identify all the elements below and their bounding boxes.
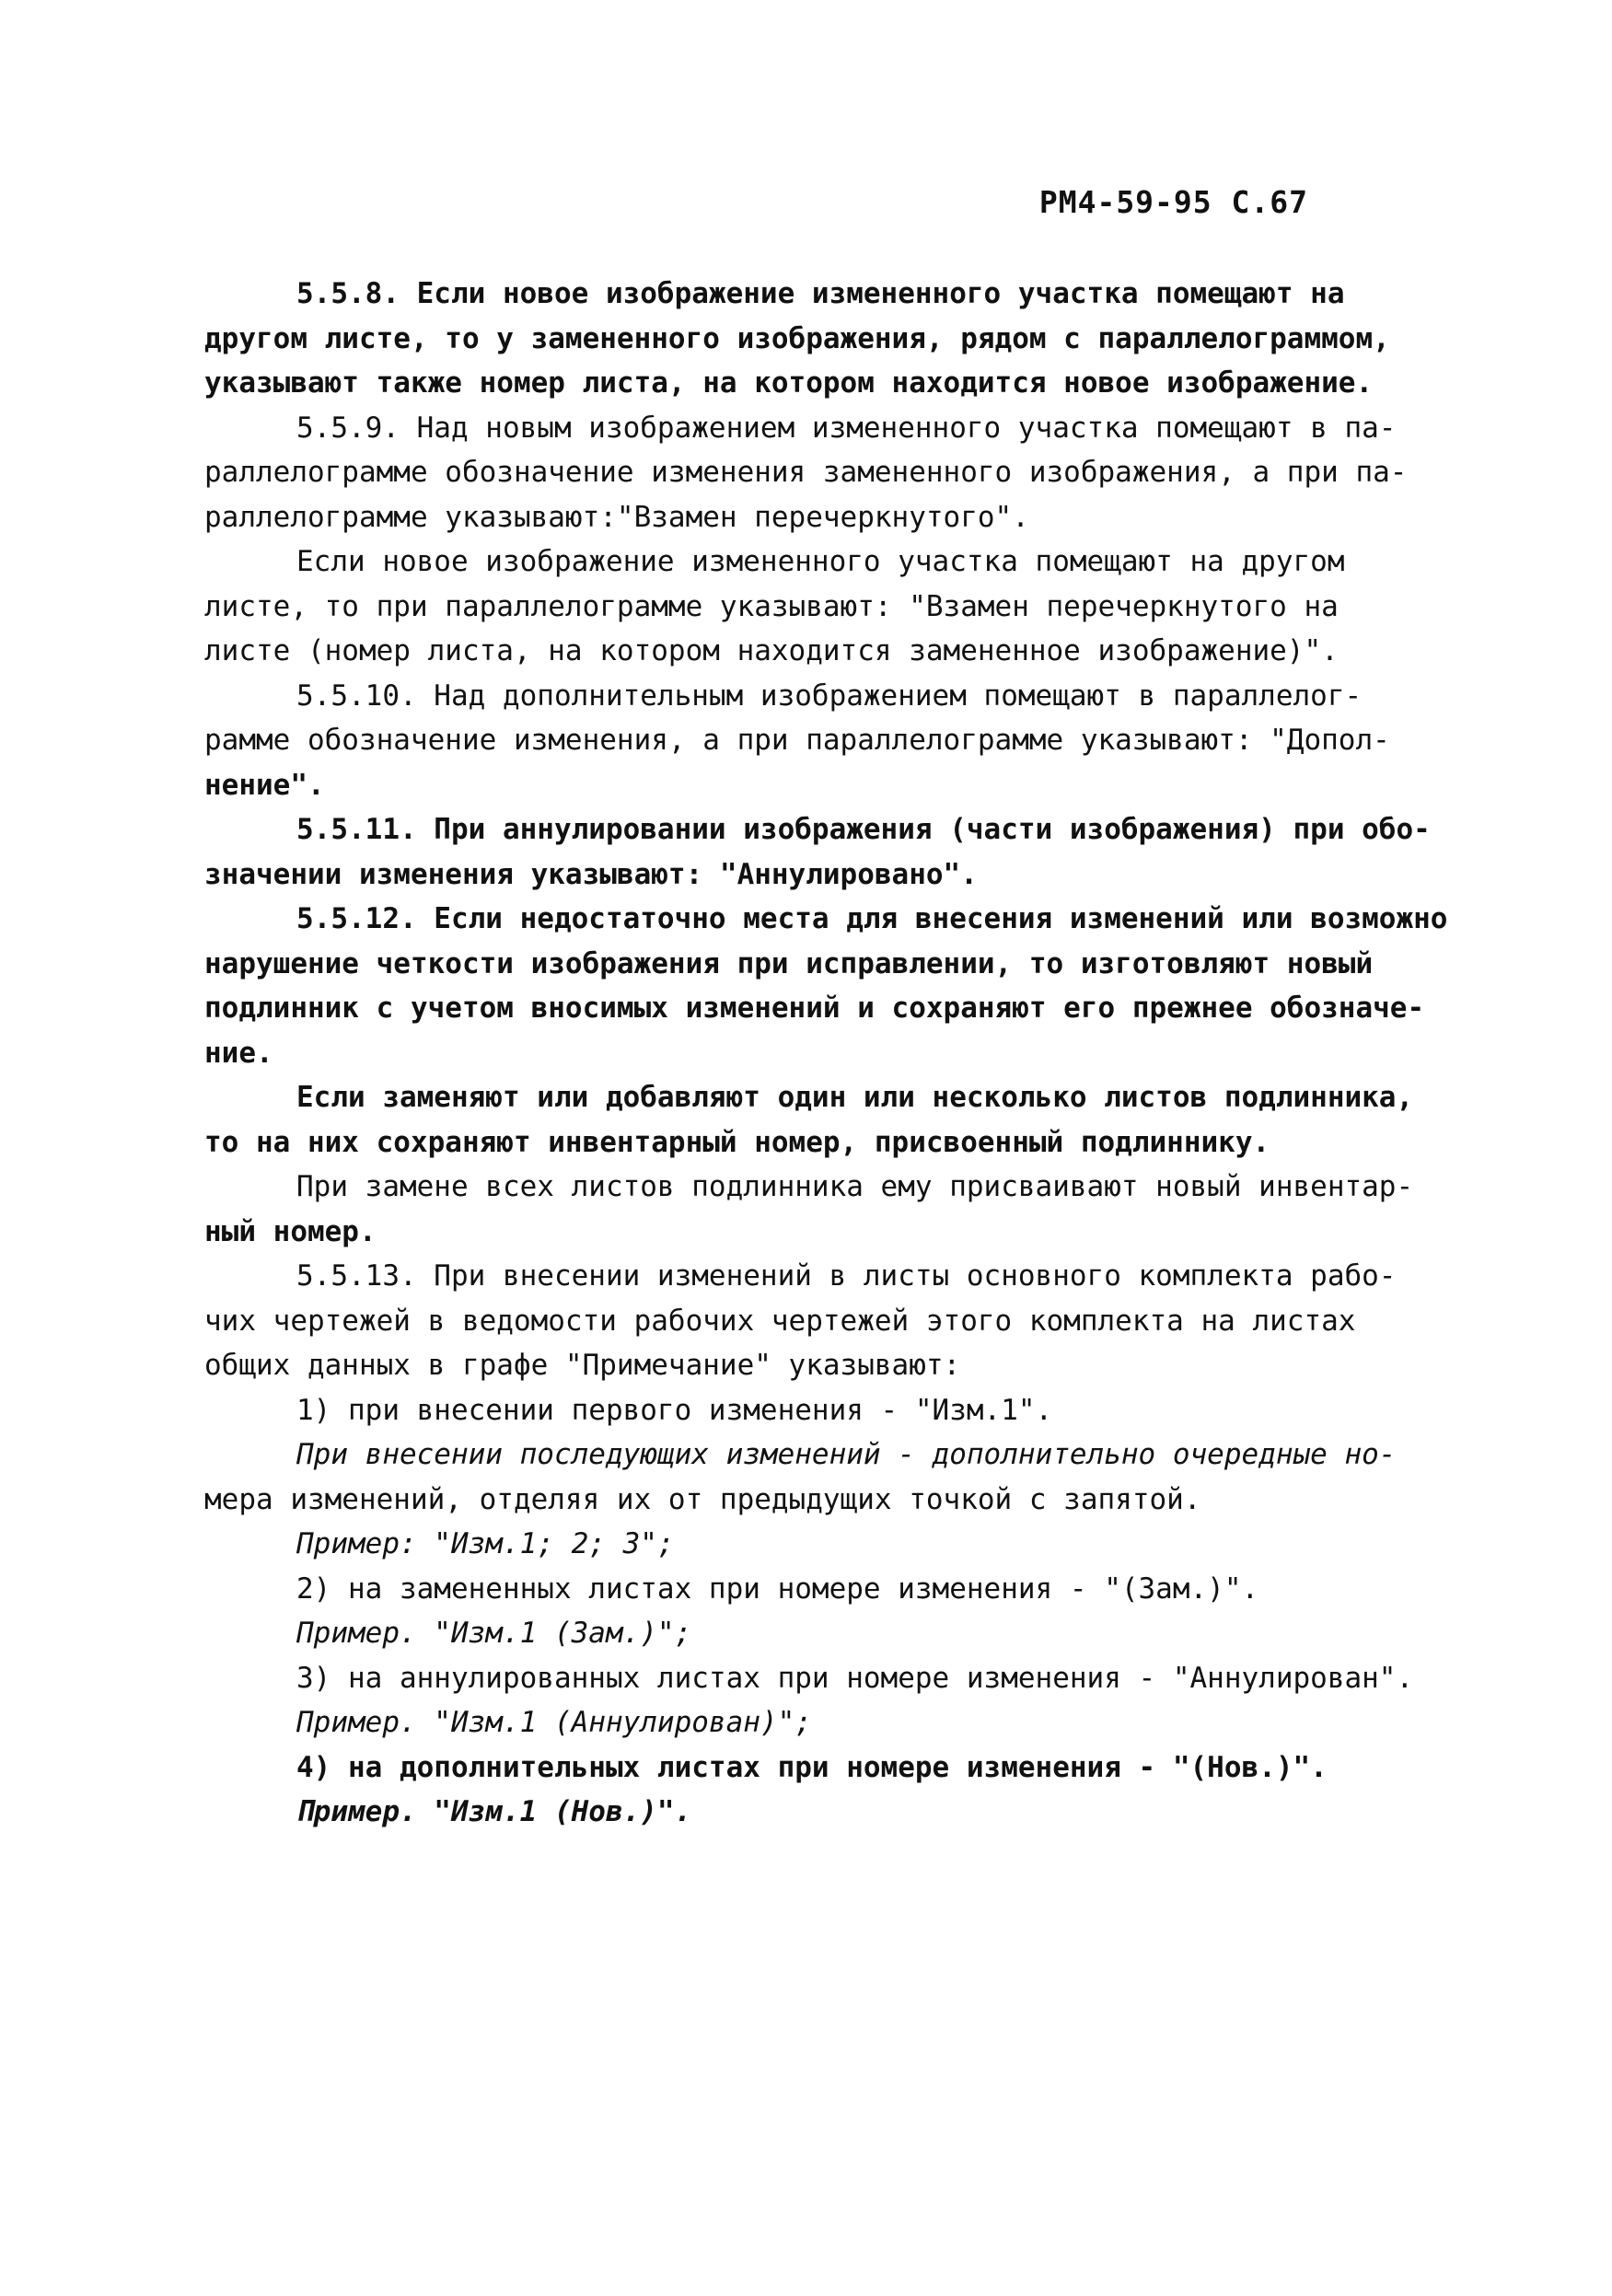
- text-line: указывают также номер листа, на котором находится новое изображение.: [204, 366, 1374, 400]
- text-line: значении изменения указывают: "Аннулировано".: [204, 857, 978, 891]
- text-line: 5.5.13. При внесении изменений в листы основного комплекта рабо-: [296, 1259, 1397, 1293]
- text-line: нение".: [204, 768, 325, 802]
- text-line: 3) на аннулированных листах при номере изменения - "Аннулирован".: [296, 1661, 1414, 1695]
- text-line: 5.5.8. Если новое изображение измененного участка помещают на: [296, 277, 1345, 310]
- text-line: раллелограмме обозначение изменения замененного изображения, а при па-: [204, 456, 1408, 489]
- text-line: другом листе, то у замененного изображения, рядом с параллелограммом,: [204, 321, 1390, 355]
- text-line: 1) при внесении первого изменения - "Изм.1".: [296, 1393, 1053, 1427]
- text-line: 4) на дополнительных листах при номере изменения - "(Нов.)".: [296, 1750, 1328, 1784]
- text-line: нарушение четкости изображения при исправлении, то изготовляют новый: [204, 946, 1374, 980]
- text-line: общих данных в графе "Примечание" указывают:: [204, 1349, 961, 1382]
- text-line: рамме обозначение изменения, а при параллелограмме указывают: "Допол-: [204, 724, 1390, 757]
- text-line: ный номер.: [204, 1214, 377, 1248]
- text-line: 5.5.11. При аннулировании изображения (части изображения) при обо-: [296, 813, 1431, 846]
- text-line: листе, то при параллелограмме указывают: "Взамен перечеркнутого на: [204, 589, 1339, 623]
- text-line: 2) на замененных листах при номере изменения - "(Зам.)".: [296, 1571, 1259, 1606]
- text-line: При замене всех листов подлинника ему присваивают новый инвентар-: [296, 1170, 1414, 1203]
- text-line: 5.5.12. Если недостаточно места для внесения изменений или возможно: [296, 902, 1448, 935]
- text-line: Пример: "Изм.1; 2; 3";: [296, 1527, 675, 1560]
- text-line: При внесении последующих изменений - дополнительно очередные но-: [296, 1438, 1397, 1471]
- text-line: Если новое изображение измененного участка помещают на другом: [296, 545, 1345, 578]
- text-line: Если заменяют или добавляют один или несколько листов подлинника,: [296, 1081, 1414, 1114]
- text-line: 5.5.10. Над дополнительным изображением помещают в параллелог-: [296, 678, 1363, 713]
- text-line: Пример. "Изм.1 (Зам.)";: [296, 1617, 692, 1650]
- text-line: раллелограмме указывают:"Взамен перечеркнутого".: [204, 500, 1029, 534]
- text-line: Пример. "Изм.1 (Аннулирован)";: [296, 1706, 812, 1739]
- text-line: то на них сохраняют инвентарный номер, присвоенный подлиннику.: [204, 1125, 1270, 1159]
- text-line: ние.: [204, 1036, 273, 1070]
- text-line: мера изменений, отделяя их от предыдущих точкой с запятой.: [204, 1482, 1201, 1516]
- text-line: 5.5.9. Над новым изображением измененного участка помещают в па-: [296, 411, 1397, 445]
- document-body: [204, 272, 1449, 1835]
- text-line: листе (номер листа, на котором находится замененное изображение)".: [204, 634, 1339, 667]
- text-line: подлинник с учетом вносимых изменений и сохраняют его прежнее обозначе-: [204, 991, 1425, 1025]
- page-header-doc-code: РМ4-59-95 С.67: [1038, 184, 1308, 220]
- text-line: Пример. "Изм.1 (Нов.)".: [296, 1795, 692, 1828]
- text-line: чих чертежей в ведомости рабочих чертежей этого комплекта на листах: [204, 1304, 1356, 1338]
